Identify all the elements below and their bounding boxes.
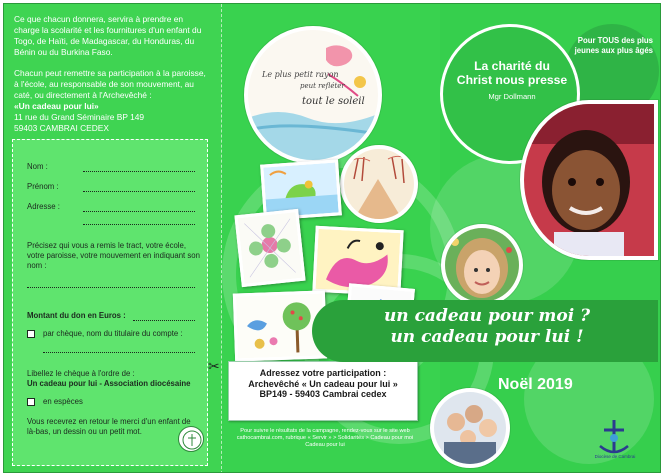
retour-text: Vous recevrez en retour le merci d'un enfant de là-bas, un dessin ou un petit mot. — [27, 417, 191, 436]
family-photo — [430, 388, 510, 468]
especes-checkbox[interactable] — [27, 398, 35, 406]
drawing-caption-a: Le plus petit rayon — [262, 70, 339, 79]
slogan-line-2: un cadeau pour lui ! — [390, 327, 584, 347]
cheque-label: par chèque, nom du titulaire du compte : — [43, 329, 183, 338]
address-line-2: Archevêché « Un cadeau pour lui » — [248, 378, 398, 389]
donation-coupon — [12, 139, 208, 466]
main-title: La charité du Christ nous presse — [456, 59, 568, 87]
slogan — [322, 306, 652, 348]
montant-label: Montant du don en Euros : — [27, 311, 126, 320]
intro-org-name: «Un cadeau pour lui» — [14, 101, 99, 111]
prenom-field[interactable] — [83, 191, 195, 192]
intro-street: 11 rue du Grand Séminaire BP 149 — [14, 112, 145, 122]
child-photo — [441, 224, 523, 306]
drawing-caption-c: tout le soleil — [302, 96, 365, 107]
address-line-1: Adressez votre participation : — [259, 368, 387, 378]
cheque-checkbox[interactable] — [27, 330, 35, 338]
especes-label: en espèces — [43, 397, 83, 406]
drawing-caption-b: peut refléter — [300, 82, 345, 90]
adresse-field[interactable] — [83, 211, 195, 212]
fold-line — [221, 4, 222, 473]
girl-photo — [520, 100, 658, 260]
address-line-3: BP149 - 59403 Cambrai cedex — [259, 389, 387, 399]
scissors-icon: ✂ — [208, 358, 220, 374]
logo-caption: Diocèse de Cambrai — [594, 454, 636, 459]
ordre-label: Un cadeau pour lui - Association diocésaine — [27, 379, 191, 388]
flower-drawing — [234, 209, 305, 287]
noel-title: Noël 2019 — [498, 376, 573, 393]
address-box — [228, 361, 418, 421]
nom-label: Nom : — [27, 162, 48, 171]
titulaire-field[interactable] — [43, 352, 195, 353]
montant-field[interactable] — [133, 320, 195, 321]
intro-text — [14, 14, 210, 134]
intro-paragraph-2: Chacun peut remettre sa participation à la paroisse, à l'école, au responsable de son mouvement, au caté, ou directement à l'Archevêché : — [14, 68, 206, 100]
nom-field[interactable] — [83, 171, 195, 172]
libellez-label: Libellez le chèque à l'ordre de : — [27, 369, 135, 378]
title-author: Mgr Dollmann — [488, 92, 536, 101]
pour-tous-text: Pour TOUS des plus jeunes aux plus âgés — [574, 36, 653, 55]
association-seal-icon — [178, 426, 204, 452]
precisez-label: Précisez qui vous a remis le tract, votre école, votre paroisse, votre mouvement en indiquant son nom : — [27, 241, 200, 270]
intro-city: 59403 CAMBRAI CEDEX — [14, 123, 109, 133]
sun-drawing-circle — [244, 26, 382, 164]
campaign-note: Pour suivre le résultats de la campagne, rendez-vous sur le site web cathocambrai.com, rubrique « Servir » > Solidarités > Cadeau pour moi Cadeau pour lui — [236, 428, 414, 448]
adresse-field-line-2[interactable] — [83, 224, 195, 225]
title-block — [456, 60, 568, 101]
slogan-line-1: un cadeau pour moi ? — [383, 306, 591, 326]
adresse-label: Adresse : — [27, 202, 60, 211]
tract-field[interactable] — [27, 287, 195, 288]
intro-paragraph-1: Ce que chacun donnera, servira à prendre en charge la scolarité et les fournitures d'un enfant du Togo, de Haïti, de Madagascar, du Honduras, du Bénin ou du Burkina Faso. — [14, 14, 202, 57]
tree-road-drawing — [340, 145, 418, 223]
prenom-label: Prénom : — [27, 182, 59, 191]
